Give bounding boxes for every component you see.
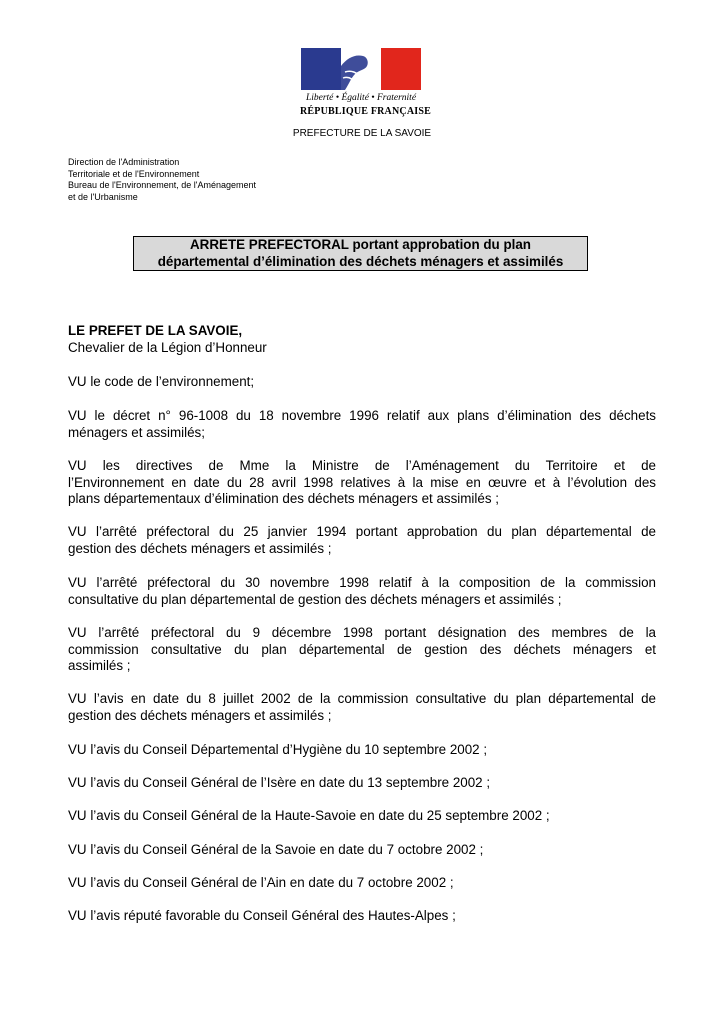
prefet-name: LE PREFET DE LA SAVOIE, — [68, 323, 243, 338]
visa-paragraph — [68, 842, 656, 859]
visa-line: VU le décret n° 96-1008 du 18 novembre 1996 relatif aux plans d’élimination des déchets — [68, 408, 656, 423]
prefet-block — [68, 323, 267, 356]
visa-line: ménagers et assimilés; — [68, 424, 205, 440]
visa-paragraph — [68, 875, 656, 892]
visa-line: VU l’arrêté préfectoral du 30 novembre 1998 relatif à la composition de la commission — [68, 575, 656, 590]
visa-paragraph — [68, 808, 656, 825]
issuing-department — [68, 157, 256, 203]
visa-paragraph — [68, 458, 656, 508]
department-line: et de l'Urbanisme — [68, 191, 138, 202]
visa-line: consultative du plan départemental de gestion des déchets ménagers et assimilés ; — [68, 591, 562, 607]
department-line: Direction de l'Administration — [68, 157, 180, 167]
department-line: Territoriale et de l'Environnement — [68, 168, 200, 179]
visa-line: assimilés ; — [68, 658, 131, 674]
prefet-title: Chevalier de la Légion d’Honneur — [68, 339, 267, 355]
visa-line: VU l’avis en date du 8 juillet 2002 de la commission consultative du plan départemental de — [68, 691, 656, 706]
decree-title-line: départemental d’élimination des déchets ménagers et assimilés — [157, 253, 564, 269]
visa-paragraph — [68, 408, 656, 441]
visa-line: VU les directives de Mme la Ministre de l’Aménagement du Territoire et de — [68, 458, 656, 473]
visa-line: commission consultative du plan départemental de gestion des déchets ménagers et — [68, 641, 656, 657]
visa-paragraph — [68, 908, 656, 925]
republic-name: RÉPUBLIQUE FRANÇAISE — [300, 106, 431, 117]
visa-line: l’Environnement en date du 28 avril 1998 relatives à la mise en œuvre et à l’évolution des — [68, 474, 656, 490]
department-line: Bureau de l'Environnement, de l'Aménagement — [68, 180, 257, 190]
decree-title-line: ARRETE PREFECTORAL portant approbation du plan — [190, 237, 531, 252]
visa-line: VU l’avis du Conseil Général de l’Ain en date du 7 octobre 2002 ; — [68, 875, 454, 890]
republic-motto: Liberté • Égalité • Fraternité — [305, 93, 417, 103]
visa-line: VU l’avis du Conseil Général de la Haute-Savoie en date du 25 septembre 2002 ; — [68, 808, 550, 823]
marianne-logo — [300, 48, 431, 117]
visa-paragraph — [68, 691, 656, 724]
visa-line: VU l’avis du Conseil Général de l’Isère en date du 13 septembre 2002 ; — [68, 775, 491, 790]
visa-line: gestion des déchets ménagers et assimilés ; — [68, 540, 332, 556]
visa-line: plans départementaux d’élimination des déchets ménagers et assimilés ; — [68, 491, 499, 507]
visa-paragraph — [68, 775, 656, 792]
visa-line: VU l’arrêté préfectoral du 9 décembre 1998 portant désignation des membres de la — [68, 625, 656, 640]
visa-paragraph — [68, 625, 656, 675]
visa-paragraph — [68, 742, 656, 759]
french-flag-icon — [301, 48, 421, 90]
decree-title — [133, 236, 588, 271]
visa-line: VU le code de l’environnement; — [68, 374, 255, 389]
visa-paragraph — [68, 575, 656, 608]
visa-paragraph — [68, 374, 656, 391]
visa-line: VU l’avis réputé favorable du Conseil Général des Hautes-Alpes ; — [68, 908, 456, 923]
visa-line: VU l’avis du Conseil Général de la Savoie en date du 7 octobre 2002 ; — [68, 842, 484, 857]
prefecture-name: PREFECTURE DE LA SAVOIE — [292, 128, 432, 139]
visa-line: VU l’arrêté préfectoral du 25 janvier 1994 portant approbation du plan départemental de — [68, 524, 656, 539]
visa-line: gestion des déchets ménagers et assimilés ; — [68, 707, 332, 723]
visa-line: VU l’avis du Conseil Départemental d’Hygiène du 10 septembre 2002 ; — [68, 742, 488, 757]
visa-paragraph — [68, 524, 656, 557]
